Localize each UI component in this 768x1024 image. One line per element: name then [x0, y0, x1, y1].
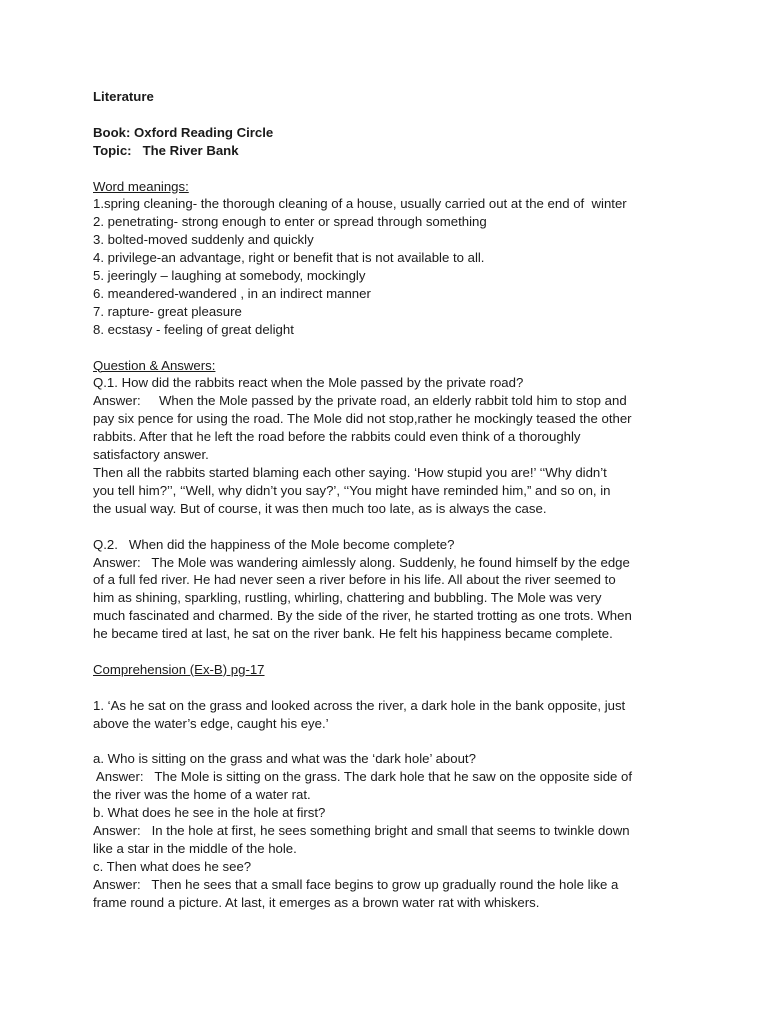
spacer	[93, 106, 708, 124]
spacer	[93, 643, 708, 661]
spacer	[93, 733, 708, 751]
answer-line: pay six pence for using the road. The Mole did not stop,rather he mockingly teased the other	[93, 411, 632, 427]
comprehension-qa	[93, 750, 708, 911]
word-meanings-list	[93, 195, 708, 338]
comprehension-line: frame round a picture. At last, it emerges as a brown water rat with whiskers.	[93, 894, 540, 910]
answer-line: Then all the rabbits started blaming each other saying. ‘How stupid you are!’ ‘‘Why didn’t	[93, 464, 607, 480]
extract-line: above the water’s edge, caught his eye.’	[93, 715, 329, 731]
answer-line: Answer: The Mole was wandering aimlessly along. Suddenly, he found himself by the edge	[93, 554, 630, 570]
qa-heading: Question & Answers:	[93, 357, 216, 373]
answer-line: he became tired at last, he sat on the river bank. He felt his happiness became complete.	[93, 626, 613, 642]
spacer	[93, 518, 708, 536]
comprehension-line: Answer: In the hole at first, he sees something bright and small that seems to twinkle down	[93, 823, 630, 839]
answer-line: him as shining, sparkling, rustling, whirling, chattering and bubbling. The Mole was very	[93, 590, 602, 606]
word-meaning-item: 1.spring cleaning- the thorough cleaning of a house, usually carried out at the end of winter	[93, 196, 627, 212]
answer-2	[93, 554, 708, 644]
word-meaning-item: 7. rapture- great pleasure	[93, 303, 242, 319]
extract-line: 1. ‘As he sat on the grass and looked across the river, a dark hole in the bank opposite, just	[93, 697, 626, 713]
spacer	[93, 679, 708, 697]
answer-line: satisfactory answer.	[93, 447, 209, 463]
word-meanings-heading: Word meanings:	[93, 178, 189, 194]
comprehension-line: a. Who is sitting on the grass and what was the ‘dark hole’ about?	[93, 751, 476, 767]
answer-1	[93, 392, 708, 517]
word-meaning-item: 5. jeeringly – laughing at somebody, mockingly	[93, 268, 366, 284]
answer-line: much fascinated and charmed. By the side of the river, he started trotting as one trots. When	[93, 608, 632, 624]
question-1: Q.1. How did the rabbits react when the Mole passed by the private road?	[93, 375, 524, 391]
spacer	[93, 160, 708, 178]
answer-line: of a full fed river. He had never seen a river before in his life. All about the river seemed to	[93, 572, 616, 588]
answer-line: rabbits. After that he left the road before the rabbits could even think of a thoroughly	[93, 429, 581, 445]
comprehension-extract	[93, 697, 708, 733]
comprehension-line: b. What does he see in the hole at first?	[93, 805, 326, 821]
question-2: Q.2. When did the happiness of the Mole become complete?	[93, 536, 455, 552]
comprehension-line: like a star in the middle of the hole.	[93, 840, 297, 856]
spacer	[93, 339, 708, 357]
comprehension-line: the river was the home of a water rat.	[93, 787, 311, 803]
answer-line: you tell him?’’, ‘‘Well, why didn’t you say?’, ‘‘You might have reminded him,” and so on, in	[93, 482, 611, 498]
word-meaning-item: 4. privilege-an advantage, right or benefit that is not available to all.	[93, 250, 485, 266]
answer-line: the usual way. But of course, it was then much too late, as is always the case.	[93, 500, 547, 516]
comprehension-heading: Comprehension (Ex-B) pg-17	[93, 661, 265, 677]
answer-line: Answer: When the Mole passed by the private road, an elderly rabbit told him to stop and	[93, 393, 627, 409]
page-heading: Literature	[93, 89, 154, 104]
comprehension-line: Answer: The Mole is sitting on the grass. The dark hole that he saw on the opposite side of	[93, 769, 633, 785]
topic-title: Topic: The River Bank	[93, 142, 239, 158]
word-meaning-item: 2. penetrating- strong enough to enter or spread through something	[93, 214, 487, 230]
comprehension-line: c. Then what does he see?	[93, 858, 252, 874]
comprehension-line: Answer: Then he sees that a small face begins to grow up gradually round the hole like a	[93, 876, 619, 892]
book-title: Book: Oxford Reading Circle	[93, 124, 274, 140]
word-meaning-item: 6. meandered-wandered , in an indirect manner	[93, 285, 371, 301]
word-meaning-item: 3. bolted-moved suddenly and quickly	[93, 232, 314, 248]
word-meaning-item: 8. ecstasy - feeling of great delight	[93, 321, 294, 337]
